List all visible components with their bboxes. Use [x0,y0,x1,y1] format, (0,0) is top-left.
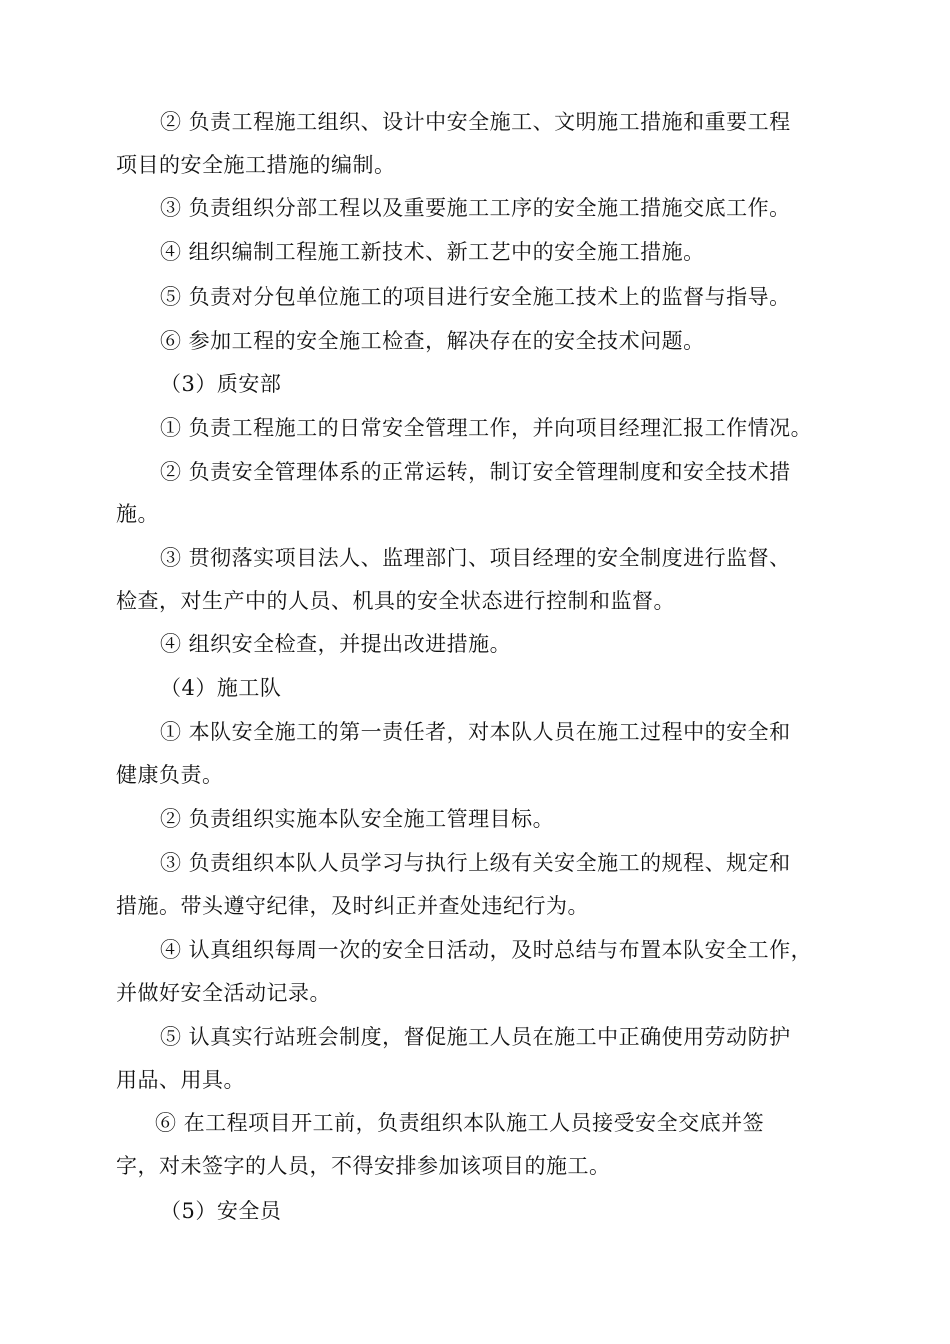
text-line: ⑤ 负责对分包单位施工的项目进行安全施工技术上的监督与指导。 [160,285,791,309]
text-line: ③ 贯彻落实项目法人、监理部门、项目经理的安全制度进行监督、 [160,546,791,570]
text-line: ③ 负责组织分部工程以及重要施工工序的安全施工措施交底工作。 [160,196,791,220]
text-line: ⑥ 在工程项目开工前，负责组织本队施工人员接受安全交底并签 [155,1111,765,1135]
text-line: ③ 负责组织本队人员学习与执行上级有关安全施工的规程、规定和 [160,851,791,875]
text-line: ⑥ 参加工程的安全施工检查，解决存在的安全技术问题。 [160,329,705,353]
text-line: 施。 [116,502,159,526]
text-line: 健康负责。 [116,763,224,787]
text-line: ② 负责工程施工组织、设计中安全施工、文明施工措施和重要工程 [160,110,791,134]
text-line: ② 负责安全管理体系的正常运转，制订安全管理制度和安全技术措 [160,460,791,484]
text-line: 检查，对生产中的人员、机具的安全状态进行控制和监督。 [116,589,675,613]
text-line: ④ 组织编制工程施工新技术、新工艺中的安全施工措施。 [160,240,705,264]
section-heading: （4）施工队 [160,676,282,700]
section-heading: （3）质安部 [160,372,282,396]
text-line: ① 本队安全施工的第一责任者，对本队人员在施工过程中的安全和 [160,720,791,744]
text-line: ① 负责工程施工的日常安全管理工作，并向项目经理汇报工作情况。 [160,416,813,440]
text-line: ④ 组织安全检查，并提出改进措施。 [160,632,512,656]
text-line: 措施。带头遵守纪律，及时纠正并查处违纪行为。 [116,894,589,918]
text-line: 并做好安全活动记录。 [116,981,331,1005]
text-line: ④ 认真组织每周一次的安全日活动，及时总结与布置本队安全工作， [160,938,813,962]
text-line: 字，对未签字的人员，不得安排参加该项目的施工。 [116,1154,611,1178]
text-line: ⑤ 认真实行站班会制度，督促施工人员在施工中正确使用劳动防护 [160,1025,791,1049]
text-line: 用品、用具。 [116,1068,245,1092]
text-line: ② 负责组织实施本队安全施工管理目标。 [160,807,555,831]
section-heading: （5）安全员 [160,1199,282,1223]
text-line: 项目的安全施工措施的编制。 [116,153,396,177]
